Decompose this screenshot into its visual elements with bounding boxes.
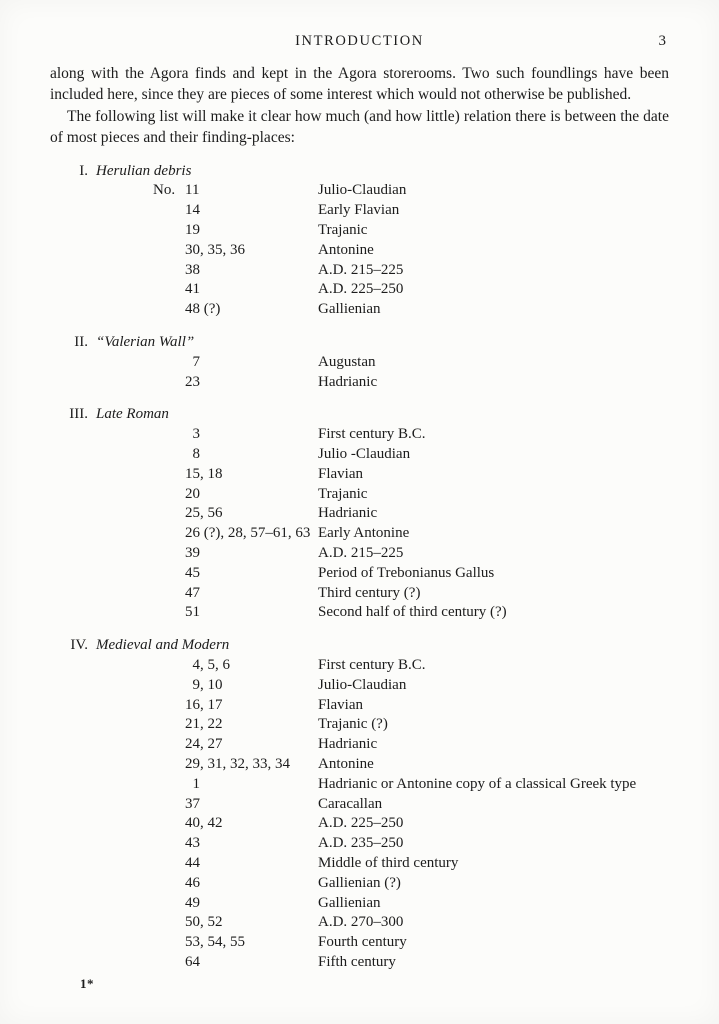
row-numbers: 23 [185,373,200,390]
row-number-prefix [153,715,185,735]
page-title: INTRODUCTION [295,33,424,49]
list-row [50,465,669,485]
row-date: Hadrianic [318,736,378,753]
row-number-prefix [153,221,185,241]
section-rows [50,656,669,973]
row-date: Trajanic [318,485,368,502]
row-date: Flavian [318,696,363,713]
list-row [50,280,669,300]
row-number-prefix [153,261,185,281]
list-section [50,636,669,973]
row-number-prefix [153,953,185,973]
list-row [50,755,669,775]
row-numbers: 46 [185,874,200,891]
row-date: A.D. 215–225 [318,261,404,278]
section-numeral: I. [79,162,88,179]
row-date: Augustan [318,353,376,370]
row-number-prefix [153,696,185,716]
list-row [50,874,669,894]
section-numeral: IV. [70,637,88,654]
list-section [50,405,669,623]
row-number-prefix [153,584,185,604]
list-row [50,485,669,505]
section-rows [50,353,669,393]
row-numbers: 43 [185,835,200,852]
row-numbers: 11 [185,182,200,199]
row-date: A.D. 225–250 [318,815,404,832]
row-numbers: 3 [185,426,200,443]
row-date: Hadrianic or Antonine copy of a classical Greek type [318,775,637,792]
row-date: Fifth century [318,953,396,970]
list-row [50,300,669,320]
row-numbers: 29, 31, 32, 33, 34 [185,755,290,772]
row-numbers: 39 [185,544,200,561]
section-title: Medieval and Modern [96,637,230,654]
row-number-prefix [153,373,185,393]
row-number-prefix [153,894,185,914]
section-rows [50,181,669,320]
list-row [50,603,669,623]
list-row [50,913,669,933]
row-numbers: 49 [185,894,200,911]
list-row [50,425,669,445]
row-numbers: 45 [185,564,200,581]
row-date: Antonine [318,241,374,258]
row-date: A.D. 235–250 [318,835,404,852]
row-numbers: 19 [185,222,200,239]
section-heading [56,162,669,182]
row-numbers: 44 [185,854,200,871]
list-row [50,241,669,261]
row-number-prefix [153,425,185,445]
row-date: Trajanic [318,222,368,239]
row-date: A.D. 225–250 [318,281,404,298]
row-date: Hadrianic [318,373,378,390]
row-date: Gallienian (?) [318,874,401,891]
list-row [50,696,669,716]
list-row [50,775,669,795]
list-row [50,953,669,973]
row-date: Hadrianic [318,505,378,522]
paragraph-continuation: along with the Agora finds and kept in the Agora storerooms. Two such foundlings have been included here, since they are pieces of some interest which would not otherwise be published. [50,65,669,104]
row-numbers: 37 [185,795,200,812]
list-row [50,445,669,465]
section-heading [56,636,669,656]
list-row [50,373,669,393]
row-date: Period of Trebonianus Gallus [318,564,495,581]
row-date: Julio-Claudian [318,182,407,199]
section-numeral: III. [69,406,88,423]
row-number-prefix [153,300,185,320]
row-date: Early Flavian [318,202,400,219]
row-numbers: 47 [185,584,200,601]
row-number-prefix [153,544,185,564]
row-date: Early Antonine [318,525,410,542]
row-number-prefix [153,913,185,933]
row-number-prefix [153,603,185,623]
list-row [50,676,669,696]
row-date: Trajanic (?) [318,716,388,733]
list-row [50,504,669,524]
row-number-prefix [153,676,185,696]
row-number-prefix [153,201,185,221]
list-row [50,933,669,953]
row-date: Gallienian [318,301,381,318]
row-numbers: 51 [185,604,200,621]
row-number-prefix [153,241,185,261]
list-row [50,795,669,815]
row-number-prefix [153,735,185,755]
section-title: Late Roman [96,406,169,423]
row-numbers: 40, 42 [185,815,223,832]
row-numbers: 25, 56 [185,505,223,522]
row-number-prefix [153,353,185,373]
row-numbers: 15, 18 [185,465,223,482]
row-numbers: 48 (?) [185,301,221,318]
list-section [50,162,669,320]
section-title: “Valerian Wall” [96,334,195,350]
row-number-prefix [153,755,185,775]
signature-mark: 1* [80,975,94,991]
row-number-prefix [153,834,185,854]
row-numbers: 24, 27 [185,736,223,753]
row-numbers: 8 [185,445,200,462]
row-date: Third century (?) [318,584,421,601]
row-number-prefix: No. [153,182,176,199]
list-row [50,353,669,373]
list-section [50,333,669,392]
row-numbers: 20 [185,485,200,502]
row-numbers: 16, 17 [185,696,223,713]
row-number-prefix [153,564,185,584]
row-date: Fourth century [318,934,407,951]
section-title: Herulian debris [96,162,192,179]
row-numbers: 4, 5, 6 [185,656,230,673]
row-numbers: 21, 22 [185,716,223,733]
list-row [50,221,669,241]
row-date: Gallienian [318,894,381,911]
list-row [50,834,669,854]
section-rows [50,425,669,623]
row-date: Antonine [318,755,374,772]
row-number-prefix [153,656,185,676]
row-date: Middle of third century [318,854,459,871]
row-number-prefix [153,933,185,953]
row-number-prefix [153,854,185,874]
row-number-prefix [153,524,185,544]
row-numbers: 7 [185,353,200,370]
row-numbers: 41 [185,281,200,298]
row-number-prefix [153,504,185,524]
row-number-prefix [153,465,185,485]
list-row [50,854,669,874]
paragraph-list-intro: The following list will make it clear how much (and how little) relation there is between the date of most pieces and their finding-places: [50,107,669,147]
finding-places-list [50,162,669,973]
row-date: Julio -Claudian [318,445,411,462]
row-date: First century B.C. [318,656,426,673]
row-number-prefix [153,874,185,894]
list-row [50,524,669,544]
section-heading [56,333,669,353]
row-date: Flavian [318,465,363,482]
row-date: A.D. 215–225 [318,544,404,561]
row-date: Julio-Claudian [318,676,407,693]
list-row [50,715,669,735]
section-numeral: II. [74,334,88,350]
section-heading [56,405,669,425]
page-header [50,32,669,50]
list-row [50,814,669,834]
row-numbers: 26 (?), 28, 57–61, 63 [185,525,315,542]
row-date: A.D. 270–300 [318,914,404,931]
row-date: Second half of third century (?) [318,604,507,621]
list-row [50,201,669,221]
row-number-prefix [153,795,185,815]
page-number: 3 [658,33,666,49]
row-numbers: 50, 52 [185,914,223,931]
row-date: Caracallan [318,795,383,812]
row-numbers: 53, 54, 55 [185,934,245,951]
row-date: First century B.C. [318,426,426,443]
list-row [50,181,669,201]
row-number-prefix [153,814,185,834]
row-number-prefix [153,775,185,795]
row-numbers: 9, 10 [185,676,223,693]
row-numbers: 14 [185,202,200,219]
row-number-prefix [153,445,185,465]
list-row [50,564,669,584]
row-numbers: 30, 35, 36 [185,241,245,258]
list-row [50,656,669,676]
row-number-prefix [153,485,185,505]
list-row [50,261,669,281]
list-row [50,544,669,564]
list-row [50,894,669,914]
row-numbers: 38 [185,261,200,278]
row-numbers: 64 [185,953,200,970]
list-row [50,584,669,604]
row-numbers: 1 [185,775,200,792]
list-row [50,735,669,755]
row-number-prefix [153,280,185,300]
